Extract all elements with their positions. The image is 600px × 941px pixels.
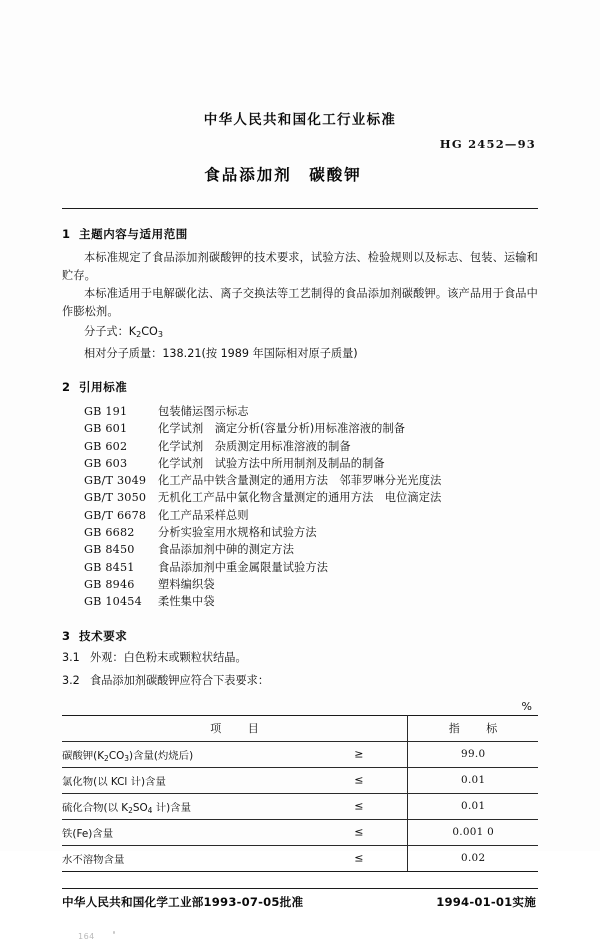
clause-3-2 bbox=[62, 672, 538, 690]
item-name-pre: 铁(Fe)含量 bbox=[62, 827, 114, 840]
standard-name: 化学试剂 试验方法中所用制剂及制品的制备 bbox=[158, 456, 385, 470]
list-item bbox=[84, 438, 538, 455]
standard-name: 包装储运图示标志 bbox=[158, 405, 249, 418]
standard-code: GB/T 3049 bbox=[84, 474, 147, 488]
list-item bbox=[84, 420, 538, 437]
section-1-title: 主题内容与适用范围 bbox=[79, 227, 188, 241]
row-operator: ≤ bbox=[354, 799, 364, 813]
formula-subscript-2: 3 bbox=[157, 330, 163, 339]
item-name-pre: 硫化合物(以 K bbox=[62, 801, 129, 814]
standard-name: 食品添加剂中重金属限量试验方法 bbox=[158, 560, 329, 574]
standard-code: GB 8450 bbox=[84, 543, 135, 557]
standard-name: 分析实验室用水规格和试验方法 bbox=[158, 526, 317, 540]
item-name-post: 计)含量 bbox=[152, 801, 191, 814]
referenced-standards-list bbox=[62, 403, 538, 611]
section-3-heading bbox=[62, 628, 538, 644]
row-item-name bbox=[62, 845, 408, 871]
item-name-mid: SO bbox=[132, 801, 148, 814]
section-3-title: 技术要求 bbox=[79, 628, 128, 643]
clause-3-2-number: 3.2 bbox=[62, 673, 80, 687]
standard-code: GB 8946 bbox=[84, 577, 135, 591]
column-header-item-char1: 项 bbox=[210, 722, 222, 736]
standard-code: GB 6682 bbox=[84, 526, 135, 540]
column-header-index-char1: 指 bbox=[448, 722, 461, 736]
page-title: 食品添加剂 碳酸钾 bbox=[204, 166, 362, 184]
column-header-item-char2: 目 bbox=[247, 722, 260, 736]
table-row bbox=[62, 845, 538, 871]
list-item bbox=[84, 455, 538, 472]
standard-code: GB 601 bbox=[84, 422, 128, 436]
section-2-title: 引用标准 bbox=[79, 380, 128, 394]
list-item bbox=[84, 576, 538, 593]
table-row bbox=[62, 793, 538, 819]
clause-3-1-text: 外观：白色粉末或颗粒状结晶。 bbox=[90, 650, 247, 664]
column-header-item bbox=[62, 715, 408, 741]
page-number: 164 bbox=[78, 931, 95, 941]
standard-code: GB 8451 bbox=[84, 560, 135, 574]
implementation-date: 1994-01-01实施 bbox=[436, 894, 536, 909]
item-sub-1: 2 bbox=[104, 753, 109, 763]
row-item-name bbox=[62, 767, 408, 793]
list-item bbox=[84, 507, 538, 524]
row-index-value: 0.01 bbox=[408, 793, 538, 819]
section-1-number: 1 bbox=[62, 227, 71, 241]
table-row bbox=[62, 741, 538, 767]
list-item bbox=[84, 472, 538, 489]
clause-3-1-number: 3.1 bbox=[62, 650, 80, 664]
relative-molecular-mass-line: 相对分子质量：138.21(按 1989 年国际相对原子质量) bbox=[84, 346, 358, 360]
list-item bbox=[84, 403, 538, 420]
list-item bbox=[84, 524, 538, 541]
table-row bbox=[62, 819, 538, 845]
molecular-formula-label: 分子式：K bbox=[84, 325, 137, 338]
page-content bbox=[62, 0, 538, 941]
item-name-pre: 氯化物(以 KCl 计)含量 bbox=[62, 775, 166, 788]
row-index-value: 99.0 bbox=[408, 741, 538, 767]
standard-code: GB 191 bbox=[84, 405, 128, 418]
column-header-index-char2: 标 bbox=[486, 722, 498, 736]
approval-statement: 中华人民共和国化学工业部1993-07-05批准 bbox=[62, 894, 304, 909]
row-item-name bbox=[62, 793, 408, 819]
standard-code: GB 10454 bbox=[84, 595, 142, 609]
standard-number-row bbox=[62, 137, 538, 159]
item-sub-1: 2 bbox=[128, 805, 133, 815]
column-header-index bbox=[408, 715, 538, 741]
scan-speck bbox=[113, 931, 115, 934]
standard-code: GB/T 6678 bbox=[84, 508, 147, 522]
row-item-name bbox=[62, 741, 408, 767]
molecular-formula-line bbox=[62, 323, 538, 342]
table-unit-marker: % bbox=[521, 699, 532, 713]
standard-name: 柔性集中袋 bbox=[158, 595, 215, 609]
row-index-value: 0.02 bbox=[408, 845, 538, 871]
standard-name: 无机化工产品中氯化物含量测定的通用方法 电位滴定法 bbox=[158, 491, 442, 505]
row-operator: ≤ bbox=[354, 825, 364, 839]
item-name-mid: CO bbox=[108, 749, 125, 762]
standard-code: GB 602 bbox=[84, 439, 128, 453]
standard-code: GB 603 bbox=[84, 456, 128, 470]
standard-number: HG 2452—93 bbox=[439, 137, 536, 151]
row-operator: ≤ bbox=[354, 851, 364, 865]
item-sub-2: 4 bbox=[147, 805, 153, 815]
section-2-number: 2 bbox=[62, 380, 71, 394]
table-row bbox=[62, 767, 538, 793]
section-3-number: 3 bbox=[62, 628, 71, 643]
section-1-heading bbox=[62, 226, 538, 242]
list-item bbox=[84, 559, 538, 576]
standard-name: 化工产品采样总则 bbox=[158, 508, 249, 522]
standard-name: 化学试剂 滴定分析(容量分析)用标准溶液的制备 bbox=[158, 422, 406, 436]
section-2-heading bbox=[62, 379, 538, 395]
formula-middle: CO bbox=[141, 325, 158, 338]
item-name-pre: 水不溶物含量 bbox=[62, 853, 125, 866]
standard-code: GB/T 3050 bbox=[84, 491, 147, 505]
standard-name: 化工产品中铁含量测定的通用方法 邻菲罗啉分光光度法 bbox=[158, 474, 442, 488]
footer-divider bbox=[62, 888, 538, 889]
standard-name: 食品添加剂中砷的测定方法 bbox=[158, 543, 295, 557]
clause-3-1 bbox=[62, 649, 538, 667]
item-name-pre: 碳酸钾(K bbox=[62, 749, 105, 762]
footer bbox=[62, 894, 538, 941]
list-item bbox=[84, 541, 538, 558]
list-item bbox=[84, 593, 538, 610]
item-sub-2: 3 bbox=[124, 753, 130, 763]
section-1-paragraph-2: 本标准适用于电解碳化法、离子交换法等工艺制得的食品添加剂碳酸钾。该产品用于食品中作膨松剂。 bbox=[62, 287, 538, 318]
clause-3-2-text: 食品添加剂碳酸钾应符合下表要求： bbox=[90, 673, 270, 687]
section-1-paragraph-1: 本标准规定了食品添加剂碳酸钾的技术要求，试验方法、检验规则以及标志、包装、运输和贮存。 bbox=[62, 251, 538, 282]
title-divider bbox=[62, 208, 538, 209]
row-index-value: 0.01 bbox=[408, 767, 538, 793]
standard-name: 化学试剂 杂质测定用标准溶液的制备 bbox=[158, 439, 351, 453]
issuing-organization: 中华人民共和国化工行业标准 bbox=[203, 112, 397, 128]
item-name-post: )含量(灼烧后) bbox=[129, 749, 194, 762]
row-item-name bbox=[62, 819, 408, 845]
row-index-value: 0.001 0 bbox=[408, 819, 538, 845]
specification-table bbox=[62, 715, 538, 872]
row-operator: ≤ bbox=[354, 773, 364, 787]
row-operator: ≥ bbox=[354, 747, 364, 761]
standard-name: 塑料编织袋 bbox=[158, 577, 215, 591]
formula-subscript-1: 2 bbox=[136, 330, 142, 339]
table-header-row bbox=[62, 715, 538, 741]
list-item bbox=[84, 489, 538, 506]
